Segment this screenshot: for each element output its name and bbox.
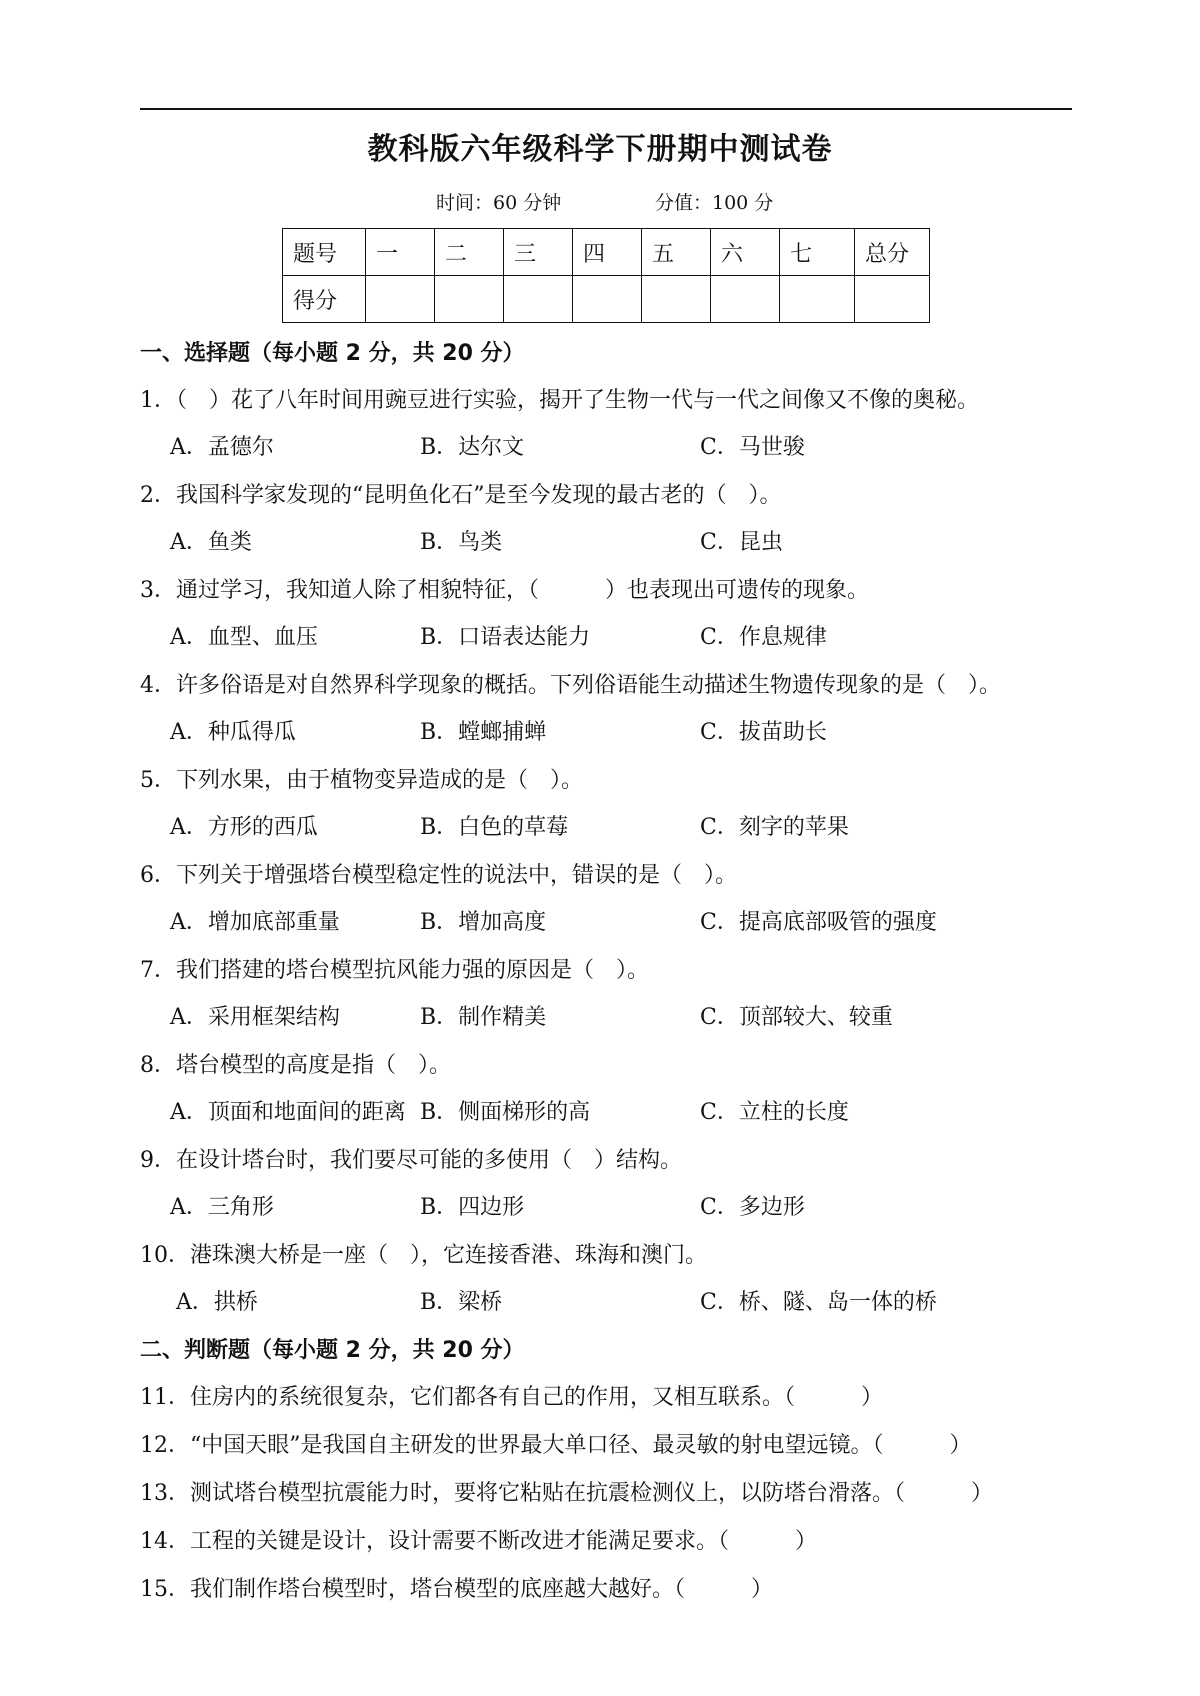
question-2-option-b: B．鸟类 (420, 530, 503, 555)
question-2: 2．我国科学家发现的“昆明鱼化石”是至今发现的最古老的（ ）。 (140, 483, 782, 508)
question-10-option-c: C．桥、隧、岛一体的桥 (700, 1290, 937, 1315)
score-table-header-cell: 三 (504, 229, 573, 276)
page-title: 教科版六年级科学下册期中测试卷 (367, 132, 833, 167)
score-input-cell[interactable] (780, 276, 855, 323)
question-1-option-a: A．孟德尔 (170, 435, 274, 460)
time-label: 时间：60 分钟 (436, 192, 562, 214)
score-table-header-cell: 总分 (855, 229, 930, 276)
score-table-header-cell: 五 (642, 229, 711, 276)
score-table-header-cell: 七 (780, 229, 855, 276)
question-3: 3．通过学习，我知道人除了相貌特征，（ ）也表现出可遗传的现象。 (140, 578, 869, 603)
question-9: 9．在设计塔台时，我们要尽可能的多使用（ ）结构。 (140, 1148, 682, 1173)
question-10-option-b: B．梁桥 (420, 1290, 503, 1315)
score-input-cell[interactable] (642, 276, 711, 323)
question-2-option-a: A．鱼类 (170, 530, 252, 555)
question-12: 12．“中国天眼”是我国自主研发的世界最大单口径、最灵敏的射电望远镜。（ ） (140, 1433, 972, 1458)
question-8-option-c: C．立柱的长度 (700, 1100, 849, 1125)
question-6-option-b: B．增加高度 (420, 910, 547, 935)
section2-title: 二、判断题（每小题 2 分，共 20 分） (140, 1338, 525, 1363)
question-9-option-c: C．多边形 (700, 1195, 805, 1220)
score-table-header-cell: 二 (435, 229, 504, 276)
question-4-option-b: B．螳螂捕蝉 (420, 720, 547, 745)
question-8-option-b: B．侧面梯形的高 (420, 1100, 591, 1125)
score-table-header-cell: 题号 (283, 229, 366, 276)
top-rule (140, 108, 1072, 110)
question-5-option-a: A．方形的西瓜 (170, 815, 318, 840)
score-input-cell[interactable] (366, 276, 435, 323)
question-4-option-c: C．拔苗助长 (700, 720, 827, 745)
question-2-option-c: C．昆虫 (700, 530, 783, 555)
question-8: 8．塔台模型的高度是指（ ）。 (140, 1053, 451, 1078)
question-7-option-b: B．制作精美 (420, 1005, 547, 1030)
score-table-header-cell: 四 (573, 229, 642, 276)
score-row-label: 得分 (283, 276, 366, 323)
score-table-header-cell: 一 (366, 229, 435, 276)
question-11: 11．住房内的系统很复杂，它们都各有自己的作用，又相互联系。（ ） (140, 1385, 883, 1410)
question-10: 10．港珠澳大桥是一座（ ），它连接香港、珠海和澳门。 (140, 1243, 707, 1268)
question-3-option-c: C．作息规律 (700, 625, 827, 650)
score-table-header-cell: 六 (711, 229, 780, 276)
question-5: 5．下列水果，由于植物变异造成的是（ ）。 (140, 768, 583, 793)
question-3-option-b: B．口语表达能力 (420, 625, 591, 650)
question-3-option-a: A．血型、血压 (170, 625, 318, 650)
question-13: 13．测试塔台模型抗震能力时，要将它粘贴在抗震检测仪上，以防塔台滑落。（ ） (140, 1481, 993, 1506)
question-6-option-a: A．增加底部重量 (170, 910, 340, 935)
question-7: 7．我们搭建的塔台模型抗风能力强的原因是（ ）。 (140, 958, 649, 983)
score-table-score-row (283, 276, 930, 323)
question-6-option-c: C．提高底部吸管的强度 (700, 910, 937, 935)
question-8-option-a: A．顶面和地面间的距离 (170, 1100, 406, 1125)
question-7-option-a: A．采用框架结构 (170, 1005, 340, 1030)
score-input-cell[interactable] (435, 276, 504, 323)
score-input-cell[interactable] (573, 276, 642, 323)
score-input-cell[interactable] (711, 276, 780, 323)
section1-title: 一、选择题（每小题 2 分，共 20 分） (140, 341, 525, 366)
question-4: 4．许多俗语是对自然界科学现象的概括。下列俗语能生动描述生物遗传现象的是（ ）。 (140, 673, 1002, 698)
question-6: 6．下列关于增强塔台模型稳定性的说法中，错误的是（ ）。 (140, 863, 737, 888)
score-label: 分值：100 分 (655, 192, 774, 214)
question-9-option-a: A．三角形 (170, 1195, 274, 1220)
question-10-option-a: A．拱桥 (176, 1290, 258, 1315)
question-4-option-a: A．种瓜得瓜 (170, 720, 296, 745)
question-14: 14．工程的关键是设计，设计需要不断改进才能满足要求。（ ） (140, 1529, 817, 1554)
score-table (282, 228, 930, 323)
question-7-option-c: C．顶部较大、较重 (700, 1005, 893, 1030)
score-input-cell[interactable] (504, 276, 573, 323)
question-15: 15．我们制作塔台模型时，塔台模型的底座越大越好。（ ） (140, 1577, 773, 1602)
question-1: 1．（ ）花了八年时间用豌豆进行实验，揭开了生物一代与一代之间像又不像的奥秘。 (140, 388, 979, 413)
question-9-option-b: B．四边形 (420, 1195, 525, 1220)
score-table-header-row (283, 229, 930, 276)
question-5-option-b: B．白色的草莓 (420, 815, 569, 840)
question-1-option-b: B．达尔文 (420, 435, 525, 460)
question-5-option-c: C．刻字的苹果 (700, 815, 849, 840)
score-input-cell[interactable] (855, 276, 930, 323)
question-1-option-c: C．马世骏 (700, 435, 805, 460)
